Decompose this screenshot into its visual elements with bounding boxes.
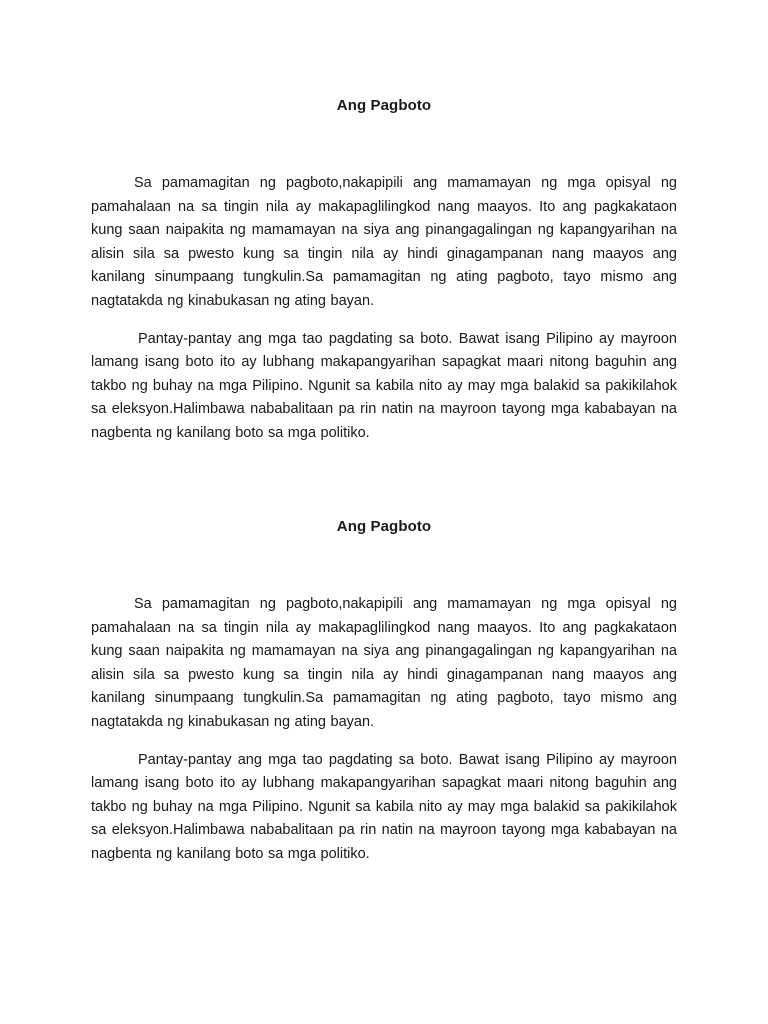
essay-paragraph-1: Sa pamamagitan ng pagboto,nakapipili ang mamamayan ng mga opisyal ng pamahalaan na sa tingin nila ay makapaglilingkod nang maayos. Ito ang pagkakataon kung saan naipakita ng mamamayan na siya ang pinangagalingan ng kapangyarihan na alisin sila sa pwesto kung sa tingin nila ay hindi ginagampanan nang maayos ang kanilang sinumpaang tungkulin.Sa pamamagitan ng ating pagboto, tayo mismo ang nagtatakda ng kinabukasan ng ating bayan. [91,175,677,309]
essay-section-2 [91,515,677,867]
essay-paragraph-2: Pantay-pantay ang mga tao pagdating sa boto. Bawat isang Pilipino ay mayroon lamang isang boto ito ay lubhang makapangyarihan sapagkat maari nitong baguhin ang takbo ng buhay na mga Pilipino. Ngunit sa kabila nito ay may mga balakid sa pakikilahok sa eleksyon.Halimbawa nababalitaan pa rin natin na mayroon tayong mga kababayan na nagbenta ng kanilang boto sa mga politiko. [91,751,677,862]
essay-title: Ang Pagboto [336,518,432,535]
essay-paragraph-2: Pantay-pantay ang mga tao pagdating sa boto. Bawat isang Pilipino ay mayroon lamang isang boto ito ay lubhang makapangyarihan sapagkat maari nitong baguhin ang takbo ng buhay na mga Pilipino. Ngunit sa kabila nito ay may mga balakid sa pakikilahok sa eleksyon.Halimbawa nababalitaan pa rin natin na mayroon tayong mga kababayan na nagbenta ng kanilang boto sa mga politiko. [91,330,677,441]
essay-title: Ang Pagboto [336,97,432,114]
essay-section-1 [91,94,677,446]
essay-paragraph-1: Sa pamamagitan ng pagboto,nakapipili ang mamamayan ng mga opisyal ng pamahalaan na sa tingin nila ay makapaglilingkod nang maayos. Ito ang pagkakataon kung saan naipakita ng mamamayan na siya ang pinangagalingan ng kapangyarihan na alisin sila sa pwesto kung sa tingin nila ay hindi ginagampanan nang maayos ang kanilang sinumpaang tungkulin.Sa pamamagitan ng ating pagboto, tayo mismo ang nagtatakda ng kinabukasan ng ating bayan. [91,596,677,730]
